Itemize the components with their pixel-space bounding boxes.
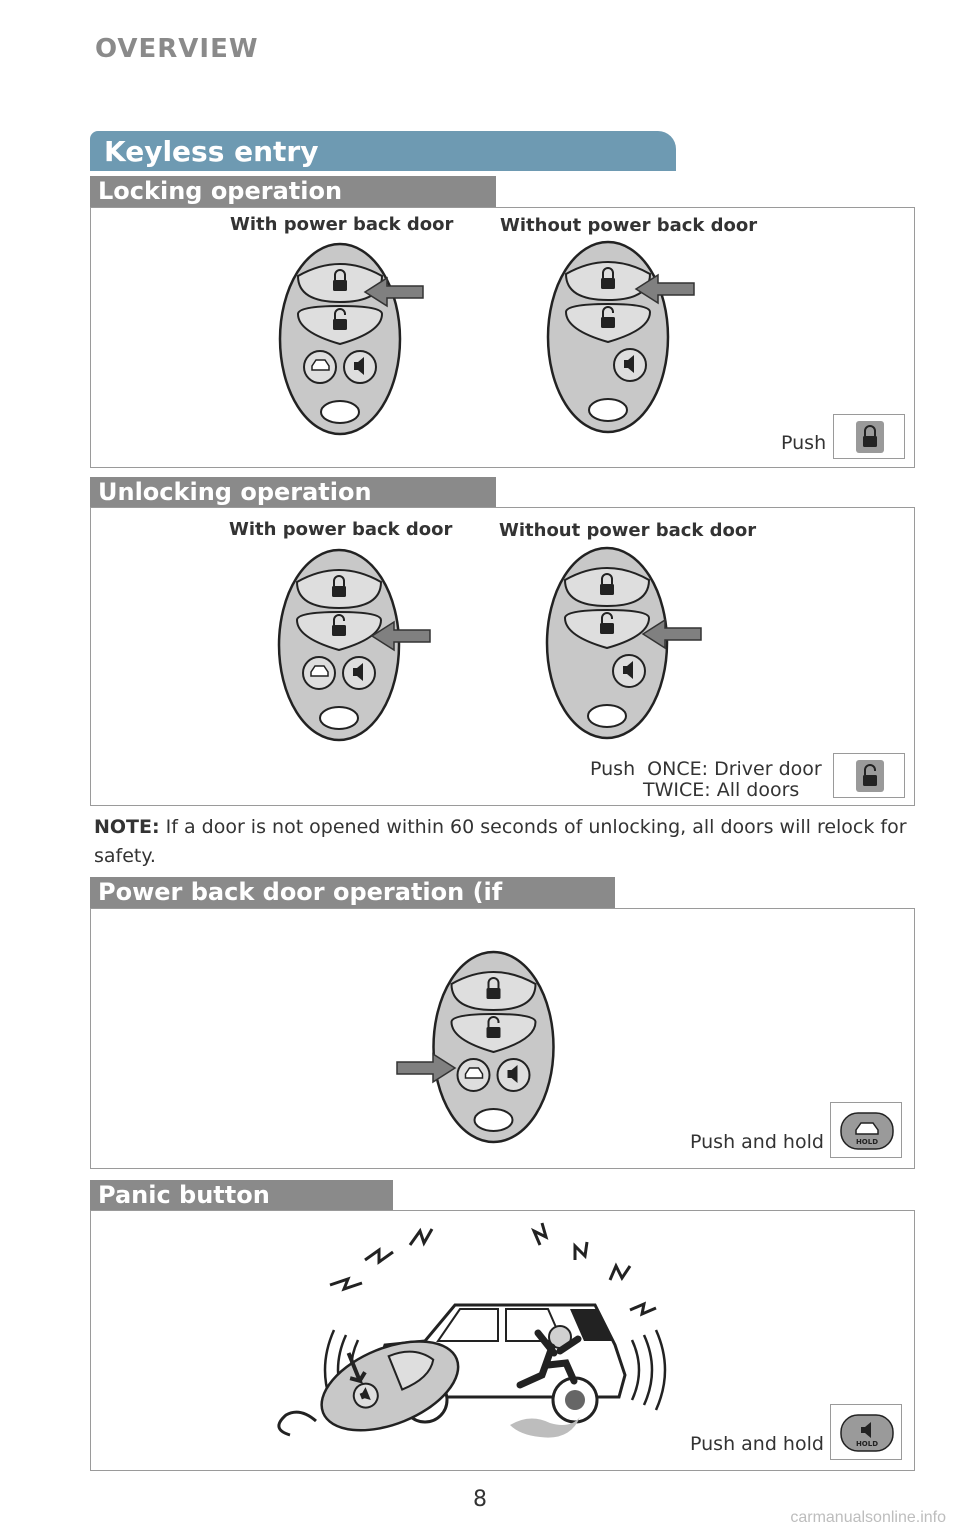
unlocking-instruction-once: Push ONCE: Driver door	[590, 758, 822, 780]
locking-panel	[90, 207, 915, 468]
arrow-to-back-door-button	[455, 1068, 515, 1098]
panic-alarm-illustration	[270, 1225, 680, 1465]
power-back-door-section-title: Power back door operation (if	[90, 877, 615, 909]
back-door-button-icon-box	[830, 1102, 902, 1158]
locking-with-label: With power back door	[230, 214, 454, 235]
locking-instruction: Push	[781, 432, 827, 454]
locking-section-title: Locking operation	[90, 176, 496, 208]
lock-icon	[856, 421, 884, 453]
arrow-to-unlock-button	[372, 636, 432, 666]
hold-text: HOLD	[855, 1138, 879, 1146]
unlock-button-icon-box	[833, 753, 905, 798]
panic-hold-icon	[841, 1415, 893, 1451]
panic-button-icon-box	[830, 1404, 902, 1460]
back-door-hold-icon	[841, 1113, 893, 1149]
panic-section-title: Panic button	[90, 1180, 393, 1212]
panic-instruction: Push and hold	[690, 1433, 824, 1455]
arrow-to-unlock-button	[643, 634, 703, 664]
note-text: If a door is not opened within 60 seconds of unlocking, all doors will relock for safety.	[94, 816, 907, 867]
page-number: 8	[473, 1487, 487, 1512]
note-label: NOTE:	[94, 816, 160, 838]
key-fob-power-back-door	[426, 952, 561, 1142]
hold-text: HOLD	[855, 1440, 879, 1448]
key-fob-with-power-door-locking	[280, 244, 400, 434]
note-paragraph	[94, 813, 914, 871]
locking-without-label: Without power back door	[500, 215, 758, 236]
power-back-door-instruction: Push and hold	[690, 1131, 824, 1153]
arrow-to-lock-button	[365, 292, 425, 322]
unlocking-section-title: Unlocking operation	[90, 477, 496, 509]
unlocking-with-label: With power back door	[229, 519, 453, 540]
keyless-entry-banner: Keyless entry	[90, 131, 676, 171]
key-fob-without-power-door-locking	[548, 242, 668, 432]
unlock-icon	[856, 760, 884, 792]
arrow-to-lock-button	[636, 289, 696, 319]
page-header: OVERVIEW	[95, 34, 259, 64]
lock-button-icon-box	[833, 414, 905, 459]
unlocking-instruction-twice: TWICE: All doors	[643, 779, 800, 801]
watermark: carmanualsonline.info	[790, 1509, 946, 1526]
unlocking-without-label: Without power back door	[499, 520, 757, 541]
